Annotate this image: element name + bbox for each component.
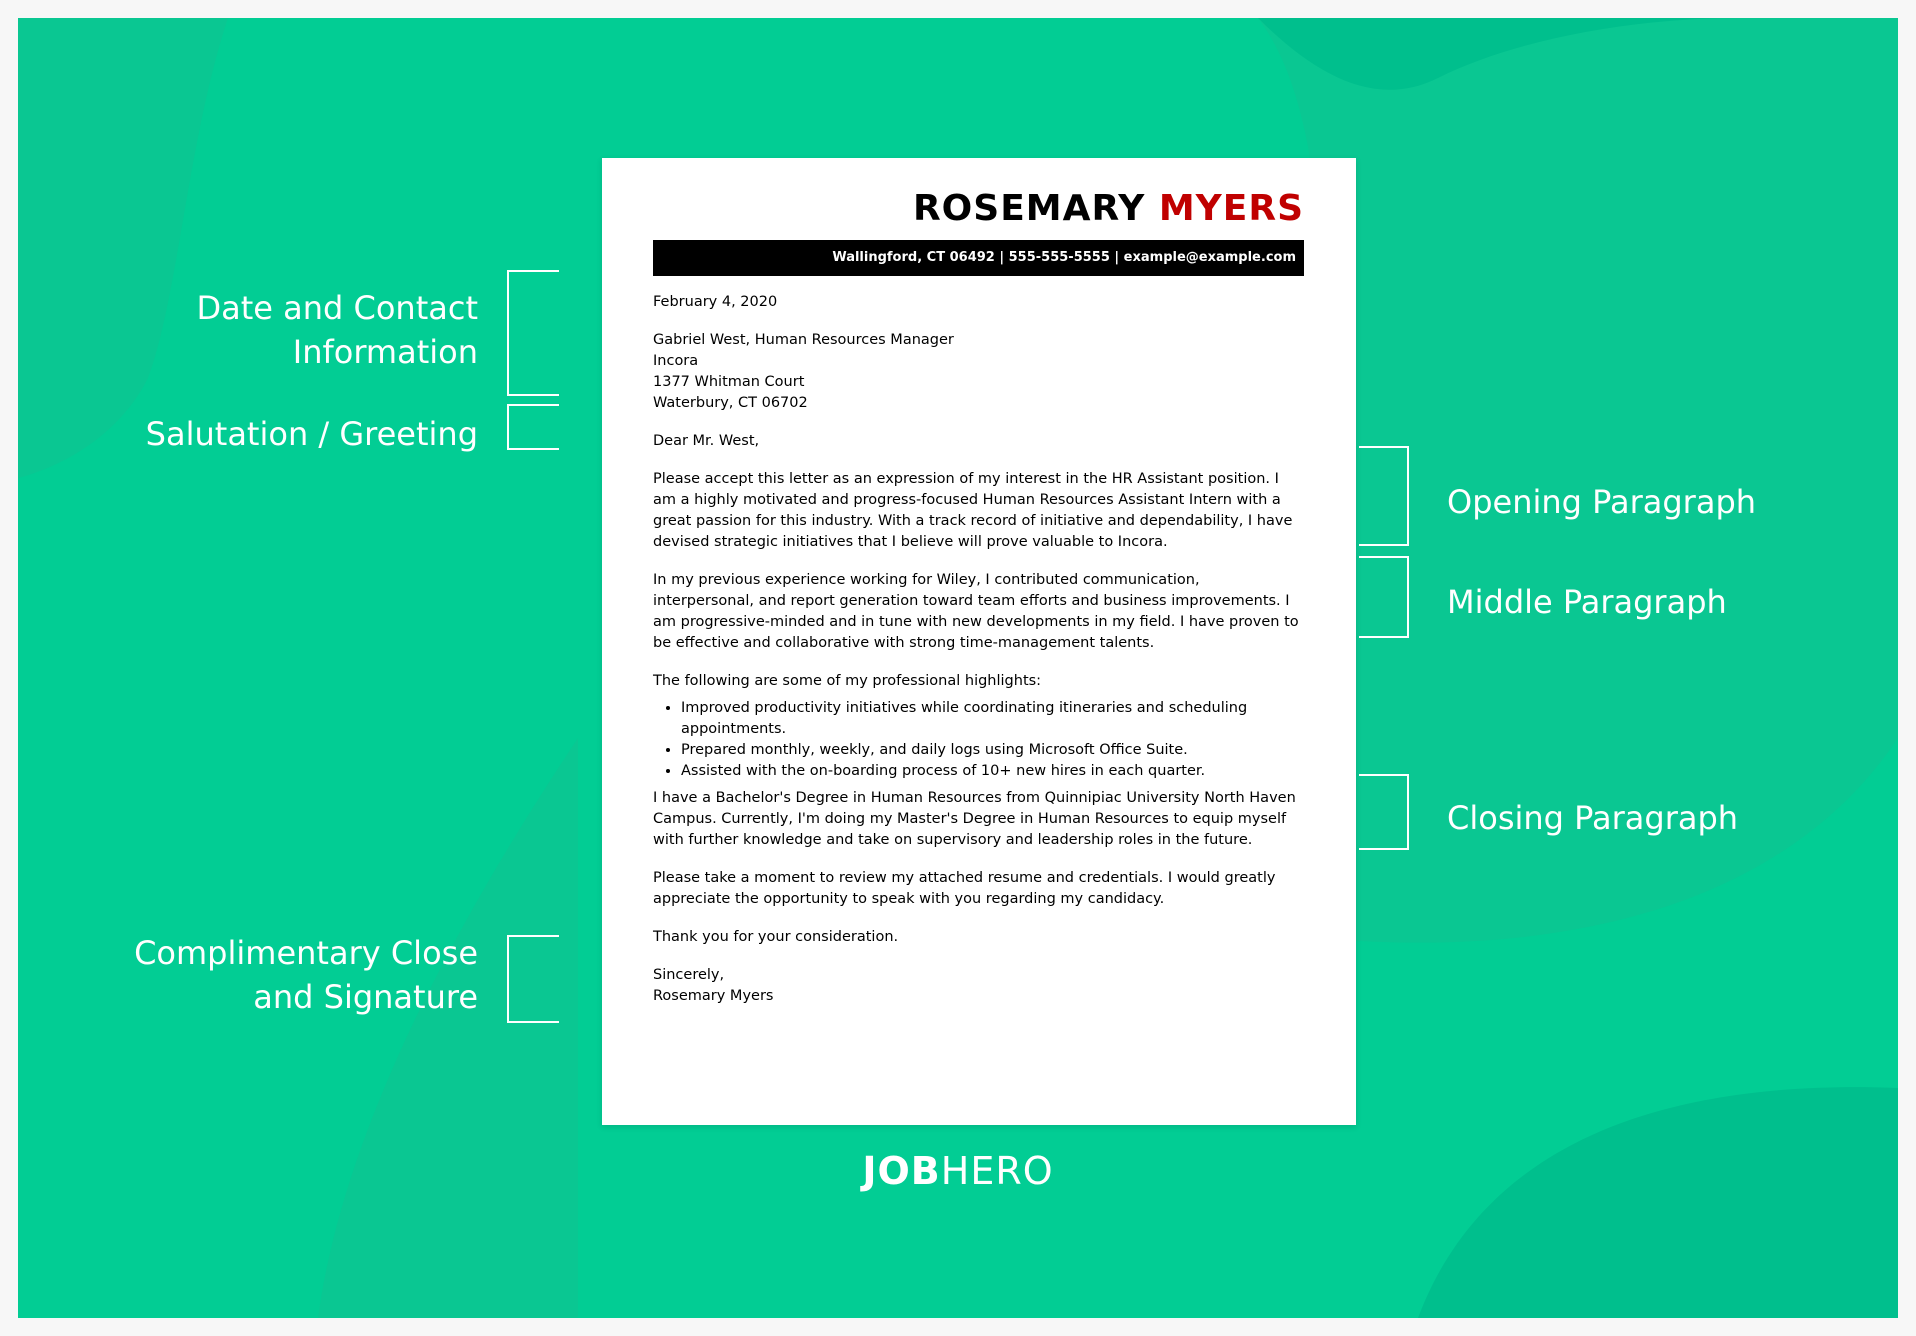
letter-date: February 4, 2020 [653, 294, 778, 310]
label-date-contact [18, 286, 478, 374]
jobhero-logo [18, 1149, 1898, 1193]
highlight-item: • Improved productivity initiatives while coordinating itineraries and scheduling appointments. [681, 698, 1304, 740]
last-name: MYERS [1158, 188, 1304, 229]
label-closing: Closing Paragraph [1447, 799, 1739, 837]
cover-letter-page [602, 158, 1356, 1125]
first-name: ROSEMARY [912, 188, 1146, 229]
signoff: Sincerely, [653, 967, 725, 983]
label-date-contact-line1: Date and Contact [196, 289, 478, 327]
bracket-opening [1359, 446, 1409, 546]
highlight-item: • Prepared monthly, weekly, and daily logs using Microsoft Office Suite. [681, 740, 1304, 761]
label-opening: Opening Paragraph [1447, 483, 1757, 521]
infographic-frame [18, 18, 1898, 1318]
recipient-line: Gabriel West, Human Resources Manager [653, 332, 954, 348]
logo-bold: JOB [862, 1149, 941, 1193]
letter-body [653, 292, 1304, 1007]
label-complimentary-line2: and Signature [253, 978, 478, 1016]
label-middle: Middle Paragraph [1447, 583, 1727, 621]
bracket-complimentary [507, 935, 559, 1023]
bracket-closing [1359, 774, 1409, 850]
thanks-line: Thank you for your consideration. [653, 929, 899, 945]
label-salutation: Salutation / Greeting [145, 415, 478, 453]
label-date-contact-line2: Information [292, 333, 478, 371]
bracket-salutation [507, 404, 559, 450]
greeting: Dear Mr. West, [653, 433, 760, 449]
applicant-name [913, 188, 1304, 229]
recipient-line: 1377 Whitman Court [653, 374, 805, 390]
highlights-intro: The following are some of my professional highlights: [653, 673, 1042, 689]
signature: Rosemary Myers [653, 988, 774, 1004]
bracket-date-contact [507, 270, 559, 396]
recipient-line: Waterbury, CT 06702 [653, 395, 808, 411]
middle-paragraph: In my previous experience working for Wiley, I contributed communication, interpersonal, and report generation toward team efforts and business improvements. I am progressive-minded and in tune with new developments in my field. I have proven to be effective and collaborative with strong time-management talents. [653, 572, 1299, 651]
highlight-item: • Assisted with the on-boarding process of 10+ new hires in each quarter. [681, 761, 1304, 782]
logo-regular: HERO [940, 1149, 1054, 1193]
recipient-line: Incora [653, 353, 699, 369]
label-complimentary-line1: Complimentary Close [134, 934, 478, 972]
contact-bar: Wallingford, CT 06492 | 555-555-5555 | example@example.com [653, 240, 1304, 276]
opening-paragraph: Please accept this letter as an expression of my interest in the HR Assistant position. I am a highly motivated and progress-focused Human Resources Assistant Intern with a great passion for this industry. With a track record of initiative and dependability, I have devised strategic initiatives that I believe will prove valuable to Incora. [653, 471, 1293, 550]
bracket-middle [1359, 556, 1409, 638]
highlights-list [653, 698, 1304, 782]
label-complimentary [18, 931, 478, 1019]
education-paragraph: I have a Bachelor's Degree in Human Resources from Quinnipiac University North Haven Campus. Currently, I'm doing my Master's Degree in Human Resources to equip myself with further knowledge and take on supervisory and leadership roles in the future. [653, 790, 1296, 848]
closing-paragraph: Please take a moment to review my attached resume and credentials. I would greatly appreciate the opportunity to speak with you regarding my candidacy. [653, 870, 1276, 907]
